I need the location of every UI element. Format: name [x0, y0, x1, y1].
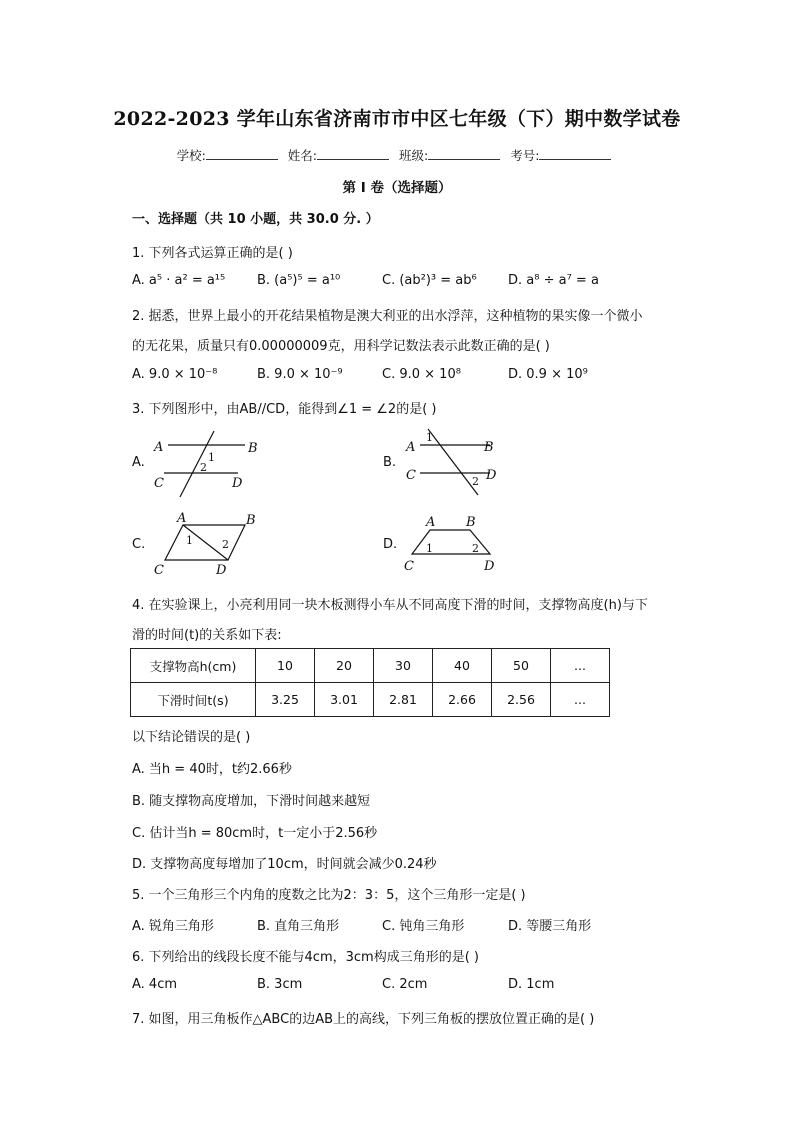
section-title: 第 I 卷（选择题） — [342, 180, 452, 196]
table-cell: 下滑时间t(s) — [131, 683, 256, 717]
table-cell: 40 — [433, 649, 492, 683]
name-label: 姓名: — [287, 148, 317, 163]
figb-label-a: A — [406, 440, 416, 455]
q2-option-c: C. 9.0 × 10⁸ — [382, 367, 461, 382]
q2-option-d: D. 0.9 × 10⁹ — [508, 367, 588, 382]
q1-option-d: D. a⁸ ÷ a⁷ = a — [508, 273, 599, 288]
table-cell: 支撑物高h(cm) — [131, 649, 256, 683]
q2-stem-line2: 的无花果，质量只有0.00000009克，用科学记数法表示此数正确的是( ) — [132, 339, 550, 354]
figd-angle-1: 1 — [426, 542, 433, 555]
q4-stem-line1: 4. 在实验课上，小亮利用同一块木板测得小车从不同高度下滑的时间，支撑物高度(h)与下 — [132, 598, 648, 613]
q1-stem: 1. 下列各式运算正确的是( ) — [132, 246, 293, 261]
q2-option-b: B. 9.0 × 10⁻⁹ — [257, 367, 343, 382]
figc-angle-2: 2 — [222, 538, 229, 551]
q3-label-d: D. — [383, 537, 398, 552]
figc-label-d: D — [216, 563, 227, 578]
class-label: 班级: — [398, 148, 429, 163]
figc-label-a: A — [177, 511, 187, 526]
q3-figure-b — [400, 425, 510, 500]
number-label: 考号: — [510, 148, 540, 163]
table-cell: 10 — [256, 649, 315, 683]
q1-option-b: B. (a⁵)⁵ = a¹⁰ — [257, 273, 341, 288]
q4-option-a: A. 当h = 40时，t约2.66秒 — [132, 762, 292, 777]
table-cell: ... — [551, 649, 610, 683]
figa-label-d: D — [232, 476, 243, 491]
table-cell: ... — [551, 683, 610, 717]
table-cell: 2.81 — [374, 683, 433, 717]
q5-option-b: B. 直角三角形 — [257, 919, 340, 934]
table-cell: 3.25 — [256, 683, 315, 717]
figd-label-b: B — [466, 515, 476, 530]
figb-angle-1: 1 — [426, 431, 433, 444]
q4-stem-line2: 滑的时间(t)的关系如下表: — [132, 628, 282, 643]
q4-option-d: D. 支撑物高度每增加了10cm，时间就会减少0.24秒 — [132, 857, 437, 872]
q3-label-a: A. — [132, 455, 145, 470]
figd-label-c: C — [404, 559, 414, 574]
q5-option-c: C. 钝角三角形 — [382, 919, 465, 934]
table-cell: 2.66 — [433, 683, 492, 717]
data-table — [130, 648, 610, 717]
q5-stem: 5. 一个三角形三个内角的度数之比为2：3：5，这个三角形一定是( ) — [132, 888, 526, 903]
table-row — [131, 683, 610, 717]
page-title: 2022-2023 学年山东省济南市市中区七年级（下）期中数学试卷 — [113, 108, 681, 130]
q6-option-a: A. 4cm — [132, 977, 178, 992]
figa-label-c: C — [154, 476, 164, 491]
figd-label-d: D — [484, 559, 495, 574]
name-blank — [317, 147, 389, 160]
q6-option-c: C. 2cm — [382, 977, 428, 992]
table-cell: 30 — [374, 649, 433, 683]
figa-label-a: A — [154, 440, 164, 455]
school-label: 学校: — [176, 148, 206, 163]
q1-option-a: A. a⁵ · a² = a¹⁵ — [132, 273, 226, 288]
table-cell: 20 — [315, 649, 374, 683]
q3-label-b: B. — [383, 455, 397, 470]
q4-option-c: C. 估计当h = 80cm时，t一定小于2.56秒 — [132, 826, 378, 841]
figd-label-a: A — [426, 515, 436, 530]
q6-option-b: B. 3cm — [257, 977, 303, 992]
figa-angle-2: 2 — [200, 461, 207, 474]
q3-label-c: C. — [132, 537, 146, 552]
q4-ask: 以下结论错误的是( ) — [132, 730, 251, 745]
figb-label-c: C — [406, 468, 416, 483]
figc-label-b: B — [246, 513, 256, 528]
q3-figure-d — [400, 510, 510, 580]
q3-figure-c — [150, 510, 270, 580]
figa-angle-1: 1 — [208, 451, 215, 464]
q7-stem: 7. 如图，用三角板作△ABC的边AB上的高线，下列三角板的摆放位置正确的是( ) — [132, 1012, 595, 1027]
table-row — [131, 649, 610, 683]
q6-option-d: D. 1cm — [508, 977, 555, 992]
figd-angle-2: 2 — [472, 542, 479, 555]
q6-stem: 6. 下列给出的线段长度不能与4cm，3cm构成三角形的是( ) — [132, 950, 479, 965]
figb-angle-2: 2 — [472, 475, 479, 488]
figb-label-b: B — [484, 440, 494, 455]
part-heading: 一、选择题（共 10 小题，共 30.0 分. ） — [132, 212, 379, 227]
figa-label-b: B — [248, 441, 258, 456]
q2-stem-line1: 2. 据悉，世界上最小的开花结果植物是澳大利亚的出水浮萍，这种植物的果实像一个微小 — [132, 309, 643, 324]
student-info-line — [0, 146, 794, 164]
q2-option-a: A. 9.0 × 10⁻⁸ — [132, 367, 218, 382]
class-blank — [428, 147, 500, 160]
table-cell: 50 — [492, 649, 551, 683]
q3-stem: 3. 下列图形中，由AB//CD，能得到∠1 = ∠2的是( ) — [132, 402, 437, 417]
number-blank — [539, 147, 611, 160]
q1-option-c: C. (ab²)³ = ab⁶ — [382, 273, 477, 288]
q3-figure-a — [150, 425, 260, 500]
school-blank — [206, 147, 278, 160]
figb-label-d: D — [486, 468, 497, 483]
table-cell: 3.01 — [315, 683, 374, 717]
figc-label-c: C — [154, 563, 164, 578]
figc-angle-1: 1 — [186, 534, 193, 547]
q5-option-a: A. 锐角三角形 — [132, 919, 214, 934]
table-cell: 2.56 — [492, 683, 551, 717]
q5-option-d: D. 等腰三角形 — [508, 919, 592, 934]
q4-option-b: B. 随支撑物高度增加，下滑时间越来越短 — [132, 794, 371, 809]
